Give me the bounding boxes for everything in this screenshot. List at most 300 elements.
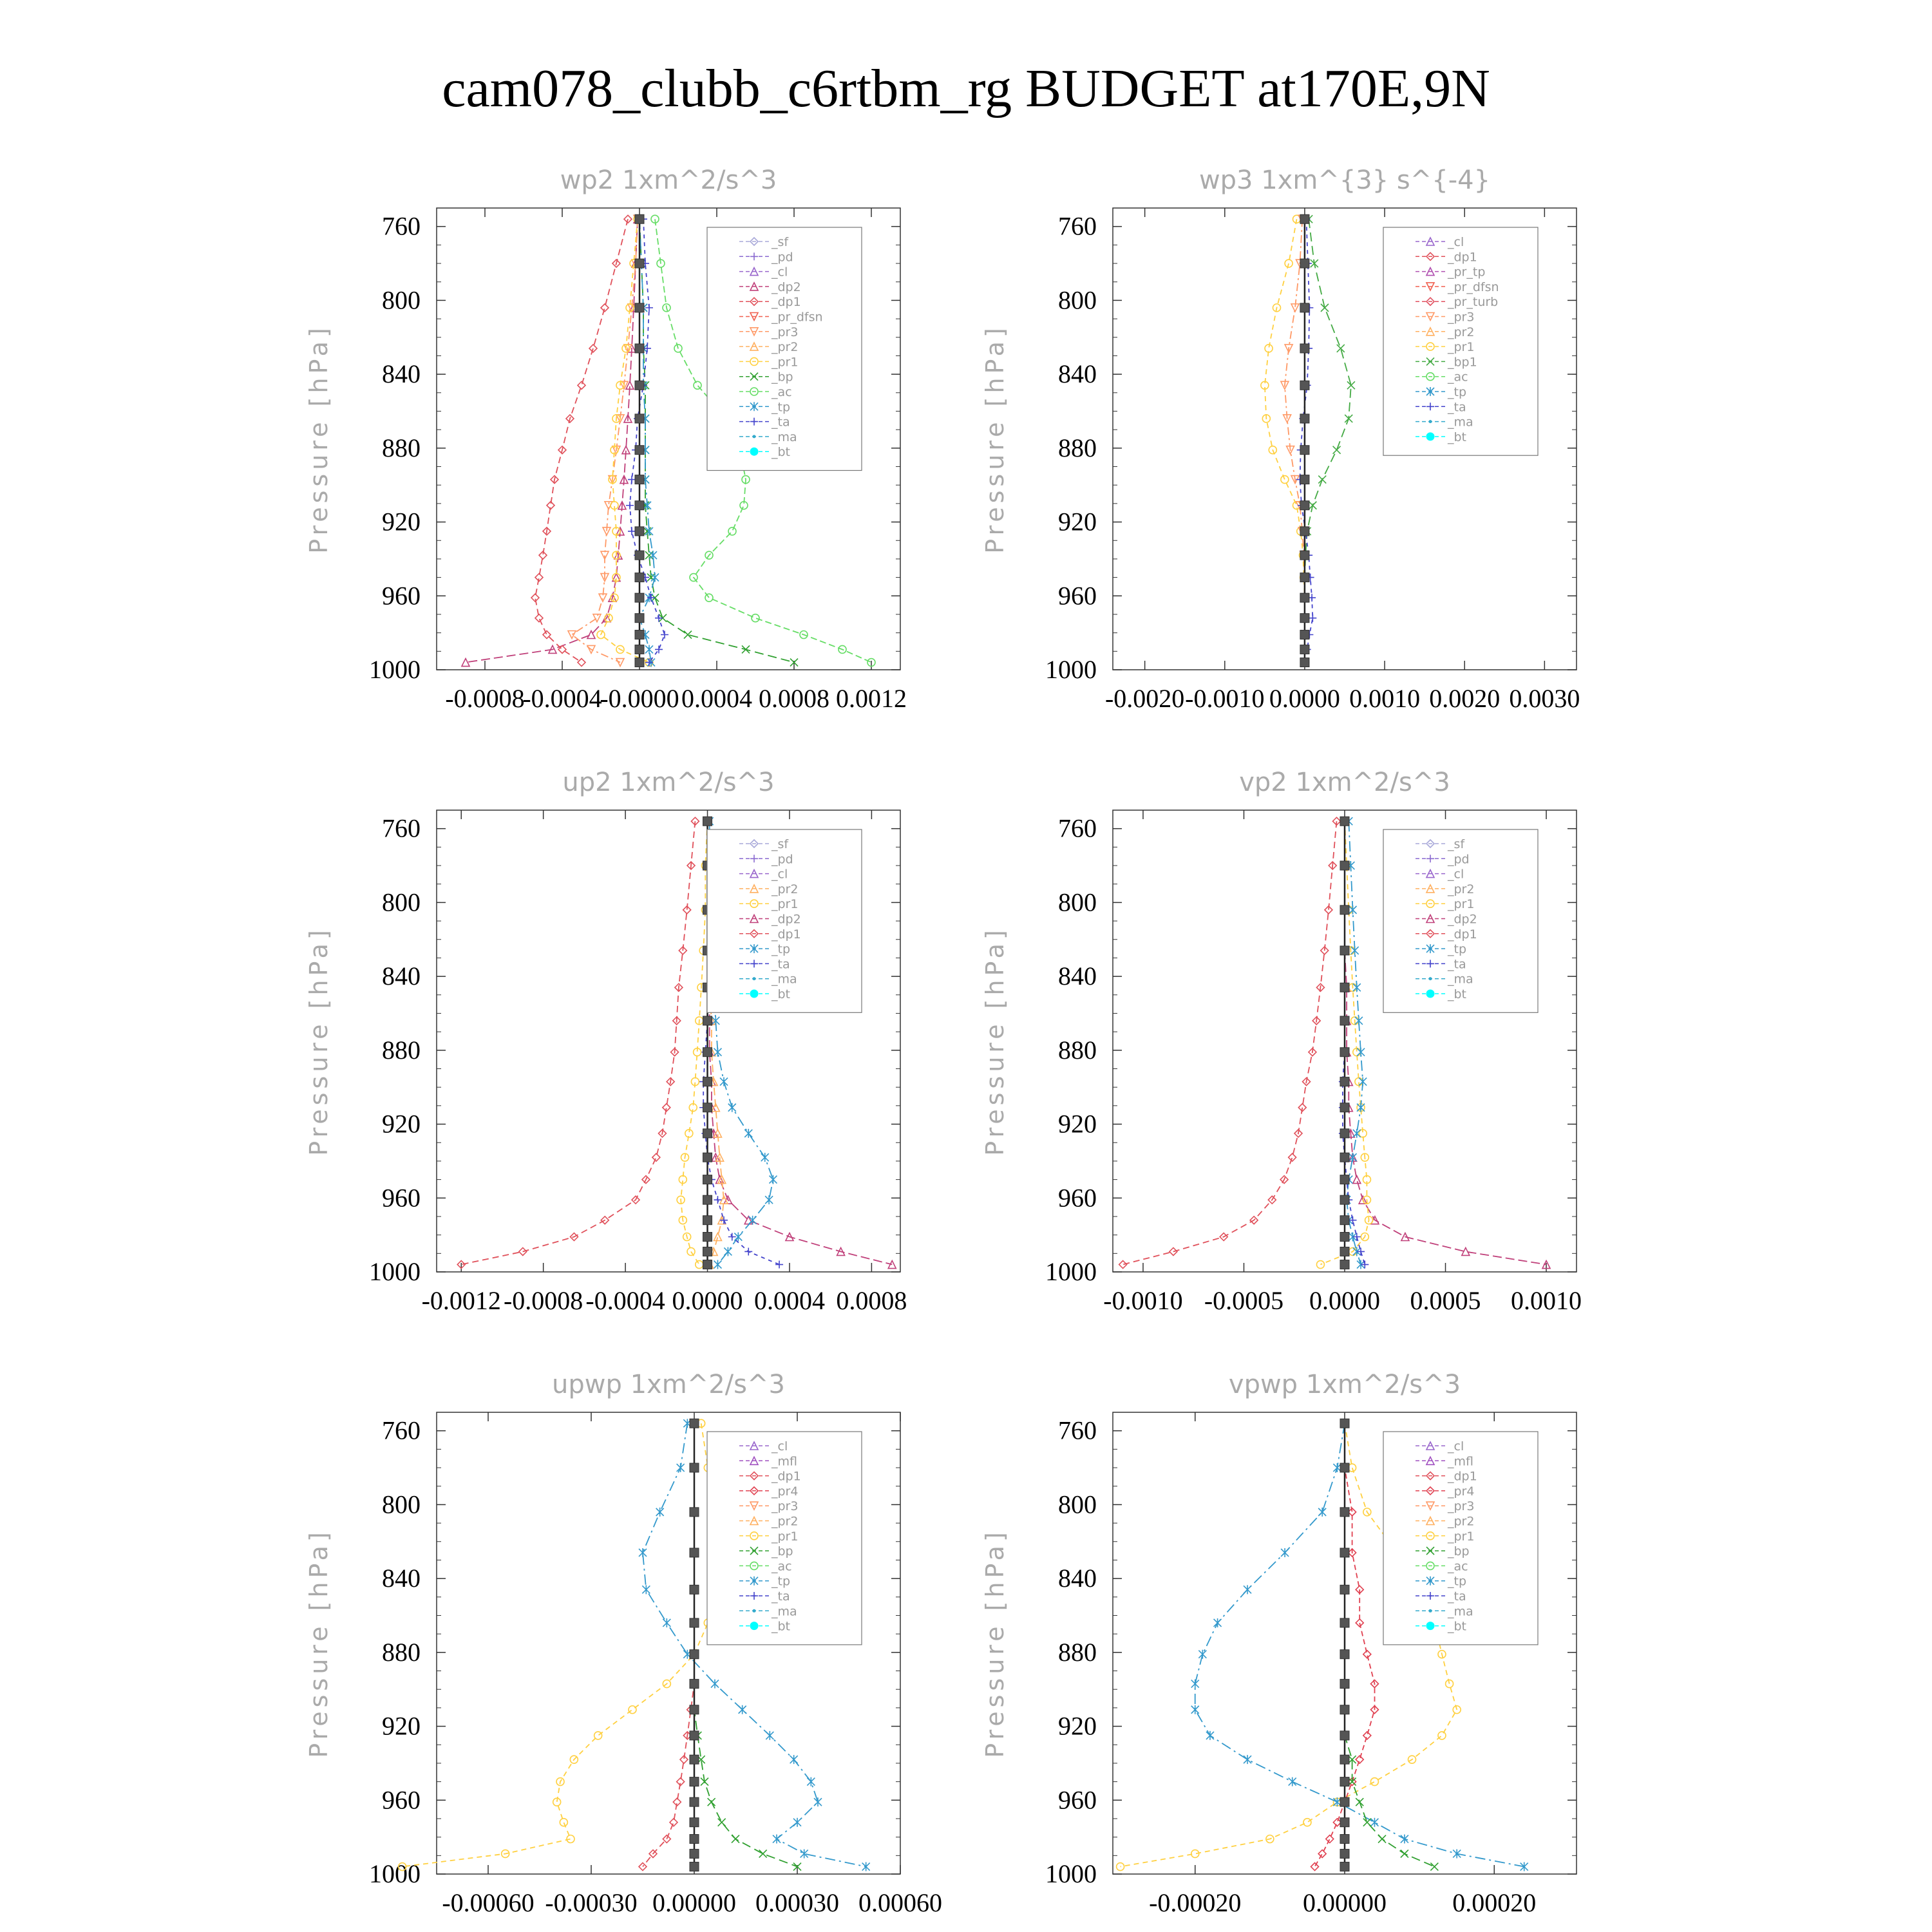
data-point <box>703 1260 712 1269</box>
y-tick-label: 800 <box>1058 1490 1097 1519</box>
x-tick-label: 0.0008 <box>759 684 829 713</box>
y-tick-label: 800 <box>1058 887 1097 917</box>
legend-label: _tp <box>772 1574 791 1589</box>
legend-label: _dp1 <box>1448 1469 1477 1484</box>
legend-label: _pr_dfsn <box>1448 279 1499 294</box>
x-tick-label: 0.0005 <box>1410 1286 1481 1315</box>
data-point <box>1214 1618 1222 1627</box>
data-point <box>690 1650 699 1659</box>
data-point <box>708 1798 715 1806</box>
data-point <box>1300 214 1309 223</box>
legend-marker <box>1426 990 1434 998</box>
y-axis-label: Pressure [hPa] <box>981 1528 1009 1758</box>
legend-label: _mfl <box>1448 1454 1473 1469</box>
x-tick-label: 0.0012 <box>836 684 907 713</box>
x-tick-label: 0.0020 <box>1429 684 1501 713</box>
x-tick-label: -0.0010 <box>1103 1286 1183 1315</box>
data-point <box>718 1819 726 1826</box>
data-point <box>862 1862 870 1871</box>
data-point <box>1353 1129 1361 1138</box>
data-point <box>690 1755 699 1764</box>
x-tick-label: -0.0004 <box>522 684 602 713</box>
x-tick-label: -0.0008 <box>445 684 525 713</box>
legend-marker <box>1429 420 1432 423</box>
data-point <box>1300 475 1309 484</box>
data-point <box>1340 1797 1349 1806</box>
data-point <box>1359 1077 1367 1086</box>
x-tick-label: 0.00030 <box>755 1888 839 1917</box>
y-tick-label: 880 <box>382 1637 421 1667</box>
data-point <box>1430 1863 1438 1871</box>
legend-label: _bt <box>1448 430 1467 444</box>
data-point <box>1318 1850 1326 1857</box>
legend-label: _ma <box>772 430 797 444</box>
legend-marker <box>1429 1609 1432 1613</box>
data-point <box>1340 1731 1349 1740</box>
series-bt <box>690 1419 699 1871</box>
series-line <box>1265 219 1305 662</box>
y-tick-label: 840 <box>382 961 421 991</box>
data-point <box>1340 905 1349 914</box>
legend-label: _sf <box>772 235 789 249</box>
y-tick-label: 920 <box>382 1711 421 1741</box>
data-point <box>635 630 644 639</box>
data-point <box>1340 1835 1349 1844</box>
legend-label: _tp <box>1448 385 1467 399</box>
y-tick-label: 960 <box>382 581 421 611</box>
data-point <box>1300 614 1309 623</box>
data-point <box>1340 1077 1349 1086</box>
data-point <box>1300 573 1309 582</box>
data-point <box>1349 905 1357 914</box>
data-point <box>1318 476 1326 484</box>
data-point <box>1318 1508 1326 1517</box>
series-line <box>572 219 638 662</box>
data-point <box>814 1797 822 1806</box>
data-point <box>628 476 636 484</box>
data-point <box>535 614 543 622</box>
data-point <box>1311 1863 1319 1871</box>
data-point <box>690 1508 699 1517</box>
x-tick-label: 0.0010 <box>1349 684 1421 713</box>
legend-label: _sf <box>772 837 789 851</box>
y-tick-label: 800 <box>382 285 421 315</box>
series-bt <box>1300 214 1309 667</box>
data-point <box>635 527 644 536</box>
legend-label: _bt <box>772 1619 791 1634</box>
y-tick-label: 800 <box>382 1490 421 1519</box>
y-tick-label: 800 <box>382 887 421 917</box>
x-tick-label: 0.00000 <box>652 1888 736 1917</box>
legend-label: _bp <box>1448 1544 1470 1559</box>
legend-label: _ma <box>1448 1604 1473 1619</box>
legend-label: _cl <box>772 867 788 882</box>
data-point <box>1300 381 1309 390</box>
panel-title: wp2 1xm^2/s^3 <box>560 166 777 195</box>
x-tick-label: -0.00030 <box>545 1888 638 1917</box>
data-point <box>1303 1819 1311 1826</box>
panel-title: upwp 1xm^2/s^3 <box>552 1370 785 1399</box>
data-point <box>744 1247 752 1255</box>
legend-label: _ma <box>1448 415 1473 430</box>
legend-label: _tp <box>772 400 791 415</box>
data-point <box>690 1618 699 1627</box>
legend-label: _pr3 <box>1448 1499 1475 1514</box>
legend-label: _pr1 <box>772 355 799 370</box>
panel-5 <box>305 1370 942 1917</box>
data-point <box>1356 1619 1363 1627</box>
data-point <box>656 1508 664 1517</box>
data-point <box>635 645 644 654</box>
data-point <box>759 1850 767 1857</box>
data-point <box>1340 1508 1349 1517</box>
data-point <box>635 214 644 223</box>
data-point <box>694 381 701 389</box>
legend-label: _pr2 <box>772 1514 799 1529</box>
y-axis-label: Pressure [hPa] <box>305 324 333 554</box>
legend-label: _ac <box>1448 370 1468 384</box>
data-point <box>635 303 644 312</box>
legend-label: _ta <box>1448 400 1466 415</box>
data-point <box>684 631 692 639</box>
legend-label: _ac <box>1448 1559 1468 1574</box>
x-tick-label: -0.0004 <box>585 1286 665 1315</box>
x-tick-label: 0.0030 <box>1509 684 1580 713</box>
data-point <box>1244 1755 1251 1764</box>
data-point <box>690 1463 699 1472</box>
data-point <box>635 344 644 353</box>
data-point <box>1340 1216 1349 1225</box>
data-point <box>1340 1016 1349 1025</box>
legend-label: _tp <box>1448 1574 1467 1589</box>
legend-label: _cl <box>1448 867 1464 882</box>
legend-label: _pr3 <box>772 325 799 339</box>
legend-label: _bt <box>1448 1619 1467 1634</box>
data-point <box>690 1797 699 1806</box>
data-point <box>1363 1819 1371 1826</box>
panel-title: up2 1xm^2/s^3 <box>562 768 775 797</box>
series-pr1 <box>597 215 653 666</box>
data-point <box>635 475 644 484</box>
legend-label: _bp <box>772 370 793 384</box>
data-point <box>651 573 659 582</box>
y-tick-label: 1000 <box>369 1859 421 1888</box>
data-point <box>690 1835 699 1844</box>
data-point <box>690 1585 699 1594</box>
x-tick-label: 0.00000 <box>1303 1888 1387 1917</box>
x-tick-label: -0.0000 <box>600 684 679 713</box>
data-point <box>703 1129 712 1138</box>
legend-label: _pr_tp <box>1448 265 1486 279</box>
y-tick-label: 760 <box>1058 813 1097 843</box>
legend-label: _pr3 <box>772 1499 799 1514</box>
data-point <box>1340 1849 1349 1858</box>
y-tick-label: 840 <box>382 1564 421 1593</box>
series-dp1 <box>457 817 699 1268</box>
data-point <box>642 1585 650 1594</box>
data-point <box>1340 1705 1349 1714</box>
data-point <box>635 381 644 390</box>
legend-label: _ma <box>772 1604 797 1619</box>
data-point <box>766 1731 773 1740</box>
data-point <box>1356 1756 1363 1763</box>
legend-label: _pr3 <box>1448 310 1475 325</box>
data-point <box>703 1048 712 1057</box>
data-point <box>643 501 651 510</box>
data-point <box>1119 1261 1127 1269</box>
legend-label: _ma <box>1448 972 1473 987</box>
x-tick-label: -0.0008 <box>503 1286 583 1315</box>
legend-label: _bp <box>772 1544 793 1559</box>
data-point <box>1340 1650 1349 1659</box>
panel-4 <box>981 768 1582 1315</box>
y-tick-label: 840 <box>382 359 421 389</box>
x-tick-label: 0.0004 <box>681 684 752 713</box>
y-tick-label: 960 <box>382 1785 421 1815</box>
y-tick-label: 880 <box>1058 433 1097 462</box>
data-point <box>1198 1650 1206 1659</box>
legend-label: _bt <box>772 987 791 1001</box>
data-point <box>645 527 653 536</box>
data-point <box>578 381 585 389</box>
x-tick-label: 0.0000 <box>672 1286 743 1315</box>
legend-label: _ta <box>772 957 790 972</box>
data-point <box>744 1129 752 1138</box>
data-point <box>629 1706 636 1714</box>
data-point <box>714 1260 721 1269</box>
data-point <box>1340 817 1349 826</box>
data-point <box>1340 1585 1349 1594</box>
data-point <box>635 593 644 602</box>
data-point <box>714 1048 721 1057</box>
legend-label: _dp1 <box>772 927 801 942</box>
legend-marker <box>1429 977 1432 980</box>
y-tick-label: 920 <box>1058 1711 1097 1741</box>
legend-marker <box>1426 433 1434 440</box>
legend-label: _cl <box>1448 235 1464 249</box>
legend-label: _dp1 <box>772 295 801 310</box>
data-point <box>635 573 644 582</box>
legend-label: _mfl <box>772 1454 797 1469</box>
legend-label: _pr2 <box>1448 882 1475 896</box>
legend-label: _sf <box>1448 837 1465 851</box>
data-point <box>1289 1777 1296 1786</box>
data-point <box>1340 1463 1349 1472</box>
x-tick-label: 0.00020 <box>1452 1888 1537 1917</box>
y-axis-label: Pressure [hPa] <box>305 926 333 1156</box>
data-point <box>1401 1850 1408 1857</box>
data-point <box>752 614 759 622</box>
series-line <box>1123 821 1337 1264</box>
legend-label: _pr1 <box>1448 340 1475 355</box>
data-point <box>1289 1153 1296 1161</box>
y-tick-label: 840 <box>1058 961 1097 991</box>
data-point <box>639 1863 647 1871</box>
data-point <box>1340 1755 1349 1764</box>
y-axis-label: Pressure [hPa] <box>305 1528 333 1758</box>
y-tick-label: 960 <box>1058 581 1097 611</box>
legend-label: _pd <box>772 852 793 867</box>
panel-6 <box>981 1370 1577 1917</box>
legend-label: _pr4 <box>1448 1484 1475 1499</box>
data-point <box>1300 630 1309 639</box>
series-dp1 <box>531 215 632 666</box>
data-point <box>1340 1777 1349 1786</box>
y-tick-label: 1000 <box>369 655 421 684</box>
data-point <box>775 1261 783 1269</box>
legend-label: _ac <box>772 385 792 399</box>
data-point <box>635 658 644 667</box>
data-point <box>690 1705 699 1714</box>
data-point <box>643 345 651 352</box>
data-point <box>1300 414 1309 423</box>
data-point <box>703 1175 712 1184</box>
data-point <box>703 1103 712 1112</box>
data-point <box>589 345 597 352</box>
figure-title: cam078_clubb_c6rtbm_rg BUDGET at170E,9N <box>442 59 1490 118</box>
legend-label: _dp2 <box>1448 912 1477 927</box>
data-point <box>1356 1798 1363 1806</box>
data-point <box>690 1548 699 1557</box>
data-point <box>1300 259 1309 268</box>
data-point <box>616 659 624 667</box>
data-point <box>703 1216 712 1225</box>
data-point <box>1370 1778 1378 1786</box>
data-point <box>1353 983 1361 992</box>
panel-1 <box>305 166 907 713</box>
data-point <box>635 259 644 268</box>
legend-marker <box>750 990 758 998</box>
data-point <box>1191 1705 1199 1714</box>
data-point <box>711 1680 719 1689</box>
data-point <box>790 1755 798 1764</box>
legend-label: _pr_dfsn <box>772 310 823 325</box>
data-point <box>628 527 636 535</box>
y-tick-label: 1000 <box>1045 655 1097 684</box>
legend-marker <box>753 977 756 980</box>
data-point <box>626 502 634 509</box>
x-tick-label: 0.0004 <box>753 1286 825 1315</box>
legend-marker <box>753 1609 756 1613</box>
data-point <box>635 614 644 623</box>
y-tick-label: 920 <box>1058 1109 1097 1139</box>
data-point <box>703 817 712 826</box>
data-point <box>1355 1016 1363 1025</box>
x-tick-label: -0.00060 <box>442 1888 535 1917</box>
data-point <box>1300 658 1309 667</box>
data-point <box>1340 1048 1349 1057</box>
data-point <box>1206 1731 1214 1740</box>
y-tick-label: 1000 <box>1045 1257 1097 1286</box>
data-point <box>1340 1195 1349 1204</box>
legend-label: _pd <box>772 250 793 265</box>
data-point <box>1378 1835 1386 1843</box>
data-point <box>705 594 713 601</box>
data-point <box>601 304 609 312</box>
panel-title: vpwp 1xm^2/s^3 <box>1228 1370 1461 1399</box>
data-point <box>1340 1153 1349 1162</box>
y-tick-label: 960 <box>382 1183 421 1213</box>
y-tick-label: 880 <box>382 1035 421 1065</box>
data-point <box>1340 861 1349 870</box>
data-point <box>1340 1419 1349 1428</box>
data-point <box>1281 1548 1289 1557</box>
data-point <box>703 1233 712 1242</box>
data-point <box>690 1419 699 1428</box>
y-tick-label: 840 <box>1058 359 1097 389</box>
data-point <box>728 1103 736 1112</box>
y-tick-label: 1000 <box>1045 1859 1097 1888</box>
legend-label: _ta <box>1448 957 1466 972</box>
data-point <box>703 1247 712 1256</box>
data-point <box>724 1247 732 1256</box>
data-point <box>1300 446 1309 455</box>
data-point <box>690 1849 699 1858</box>
data-point <box>1300 344 1309 353</box>
data-point <box>1357 1103 1365 1112</box>
data-point <box>1349 1153 1357 1162</box>
y-tick-label: 960 <box>1058 1785 1097 1815</box>
data-point <box>703 1077 712 1086</box>
y-axis-label: Pressure [hPa] <box>981 324 1009 554</box>
data-point <box>1340 1103 1349 1112</box>
series-line <box>643 1423 694 1866</box>
y-tick-label: 920 <box>382 1109 421 1139</box>
data-point <box>1340 1175 1349 1184</box>
panel-title: wp3 1xm^{3} s^{-4} <box>1198 166 1491 195</box>
data-point <box>593 614 601 622</box>
data-point <box>1340 1233 1349 1242</box>
data-point <box>567 1835 574 1843</box>
data-point <box>1340 1247 1349 1256</box>
data-point <box>1340 1618 1349 1627</box>
data-point <box>1309 502 1316 509</box>
data-point <box>1361 1261 1368 1269</box>
data-point <box>690 1680 699 1689</box>
data-point <box>635 446 644 455</box>
legend-label: _tp <box>1448 942 1467 957</box>
y-tick-label: 920 <box>382 507 421 536</box>
y-tick-label: 800 <box>1058 285 1097 315</box>
data-point <box>714 1233 721 1241</box>
data-point <box>1309 614 1316 622</box>
legend-label: _cl <box>772 1439 788 1454</box>
data-point <box>1340 1129 1349 1138</box>
x-tick-label: -0.00020 <box>1149 1888 1242 1917</box>
data-point <box>720 1077 728 1086</box>
x-tick-label: -0.0010 <box>1185 684 1265 713</box>
y-tick-label: 960 <box>1058 1183 1097 1213</box>
data-point <box>1337 345 1345 352</box>
x-tick-label: -0.0005 <box>1204 1286 1284 1315</box>
legend-marker <box>750 448 758 455</box>
y-tick-label: 760 <box>1058 211 1097 241</box>
legend-label: _ta <box>772 1589 790 1604</box>
x-tick-label: -0.0020 <box>1104 684 1185 713</box>
data-point <box>761 1153 769 1162</box>
y-tick-label: 760 <box>382 1416 421 1445</box>
legend-label: _pr2 <box>772 340 799 355</box>
series-pr3 <box>568 215 641 666</box>
legend-label: _cl <box>772 265 788 279</box>
data-point <box>594 1732 602 1739</box>
series-dp1 <box>1119 817 1341 1268</box>
data-point <box>1281 476 1289 484</box>
y-axis-label: Pressure [hPa] <box>981 926 1009 1156</box>
data-point <box>1347 381 1355 389</box>
data-point <box>769 1175 777 1184</box>
data-point <box>1191 1680 1199 1689</box>
